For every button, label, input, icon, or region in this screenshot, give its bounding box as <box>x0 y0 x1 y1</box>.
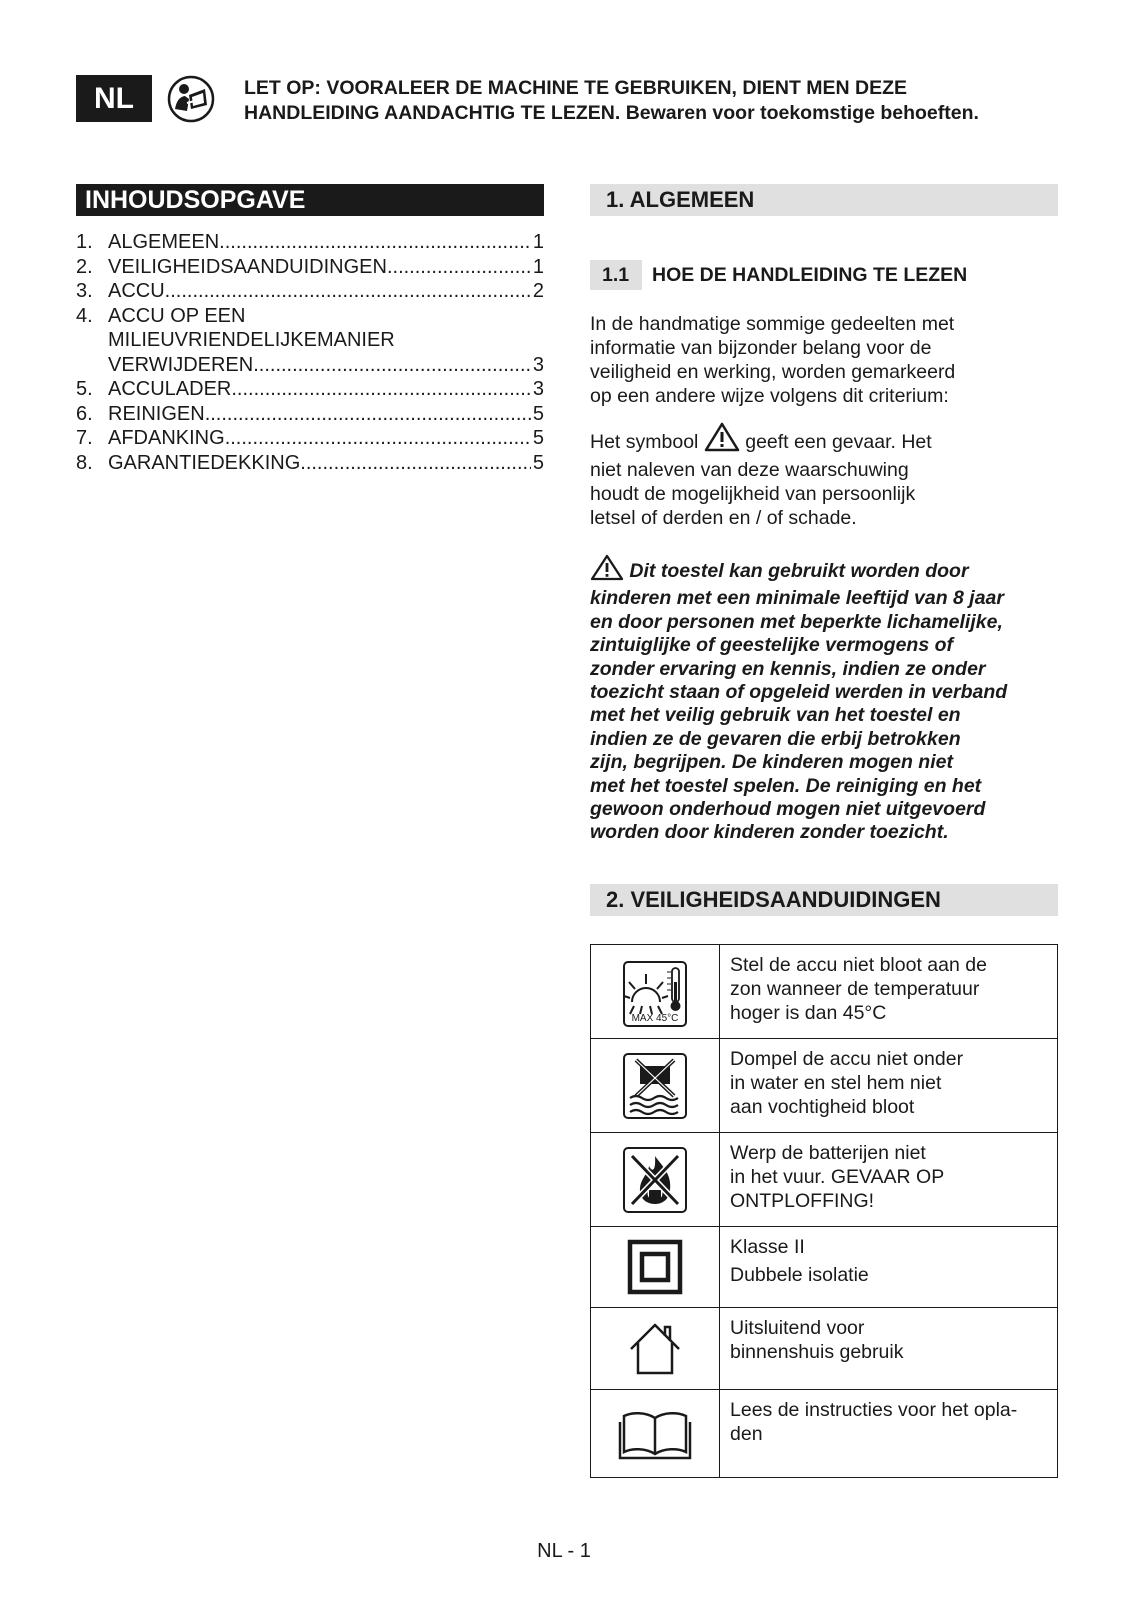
icon-cell <box>591 1390 720 1478</box>
text-line: In de handmatige sommige gedeelten met <box>590 313 955 335</box>
text-line: en door personen met beperkte lichamelijke, <box>590 610 1003 633</box>
toc-item-number: 3. <box>76 280 93 302</box>
table-row <box>591 1308 1058 1390</box>
section-2-heading: 2. VEILIGHEIDSAANDUIDINGEN <box>590 884 1058 916</box>
page-number: NL - 1 <box>537 1540 591 1562</box>
toc-leader <box>231 377 531 402</box>
toc-item-page: 1 <box>532 255 544 278</box>
toc-list <box>76 230 544 475</box>
header-line-2b: Bewaren voor toekomstige behoeften. <box>625 102 979 124</box>
toc-item-label: VEILIGHEIDSAANDUIDINGEN <box>108 255 387 278</box>
toc-item-page: 5 <box>532 427 544 449</box>
text-line: Lees de instructies voor het opla- <box>730 1399 1018 1421</box>
subsection-1-1-heading <box>590 260 967 290</box>
section-1-heading: 1. ALGEMEEN <box>590 184 1058 216</box>
text-line: Stel de accu niet bloot aan de <box>730 954 987 976</box>
icon-caption: MAX 45°C <box>631 1012 679 1024</box>
text-line: Werp de batterijen niet <box>730 1142 926 1164</box>
icon-cell <box>591 1039 720 1133</box>
no-water-icon <box>591 1052 719 1120</box>
toc-item[interactable] <box>76 377 544 402</box>
table-row <box>591 1227 1058 1308</box>
toc-item-label-cont: MILIEUVRIENDELIJKEMANIER <box>108 329 395 351</box>
toc-item-label: GARANTIEDEKKING <box>108 451 301 474</box>
toc-leader <box>205 402 531 427</box>
text-line: Uitsluitend voor <box>730 1317 865 1339</box>
text-line: Klasse II <box>730 1236 805 1258</box>
header-line-1: LET OP: VOORALEER DE MACHINE TE GEBRUIKEN, DIENT MEN DEZE <box>244 77 908 99</box>
toc-item[interactable] <box>76 230 544 255</box>
toc-item-label: REINIGEN <box>108 402 205 425</box>
text-line: in water en stel hem niet <box>730 1072 942 1094</box>
toc-item-label: AFDANKING <box>108 427 225 449</box>
text-line: ONTPLOFFING! <box>730 1190 875 1212</box>
table-row <box>591 1133 1058 1227</box>
toc-item[interactable] <box>76 402 544 427</box>
text-line: veiligheid en werking, worden gemarkeerd <box>590 361 956 383</box>
toc-item-number: 1. <box>76 231 93 253</box>
text-cell <box>720 1308 1058 1390</box>
subsection-number: 1.1 <box>590 260 642 290</box>
toc-item[interactable] <box>76 279 544 304</box>
text-line: letsel of derden en / of schade. <box>590 507 857 529</box>
text-line: Dubbele isolatie <box>730 1264 869 1286</box>
toc-item-label: ALGEMEEN <box>108 231 220 253</box>
text-line: zintuiglijke of geestelijke vermogens of <box>590 634 954 657</box>
icon-cell <box>591 1308 720 1390</box>
toc-item-label: ACCU <box>108 280 165 302</box>
text-line: worden door kinderen zonder toezicht. <box>590 821 949 844</box>
toc-item-label: ACCU OP EEN <box>108 304 246 327</box>
text-line: informatie van bijzonder belang voor de <box>590 337 932 359</box>
toc-item[interactable] <box>76 451 544 476</box>
text-line: den <box>730 1423 763 1445</box>
text-cell <box>720 1227 1058 1308</box>
toc-item[interactable] <box>76 304 544 378</box>
text-line: binnenshuis gebruik <box>730 1341 904 1363</box>
toc-item-number: 7. <box>76 427 93 449</box>
intro-paragraph <box>590 312 1058 408</box>
header-notice <box>244 76 1074 126</box>
text-cell <box>720 945 1058 1039</box>
house-icon <box>591 1321 719 1377</box>
text-segment: Het symbool <box>590 431 699 453</box>
toc-title: INHOUDSOPGAVE <box>76 184 544 216</box>
book-icon <box>591 1408 719 1460</box>
text-line: zonder ervaring en kennis, indien ze onder <box>590 657 986 680</box>
toc-item-page: 5 <box>532 451 544 474</box>
toc-leader <box>219 230 531 255</box>
toc-item-number: 2. <box>76 255 93 278</box>
text-line: kinderen met een minimale leeftijd van 8 jaar <box>590 587 1004 610</box>
toc-item-page: 3 <box>532 353 544 376</box>
text-line: hoger is dan 45°C <box>730 1002 887 1024</box>
toc-item-page: 3 <box>532 378 544 400</box>
text-segment: geeft een gevaar. Het <box>745 431 932 453</box>
toc-item-page: 5 <box>532 402 544 425</box>
symbol-paragraph <box>590 422 1058 530</box>
toc-item-number: 8. <box>76 451 93 474</box>
icon-cell <box>591 945 720 1039</box>
toc-item-page: 1 <box>532 231 544 253</box>
toc-item[interactable] <box>76 255 544 280</box>
text-line: niet naleven van deze waarschuwing <box>590 459 909 481</box>
icon-cell <box>591 1133 720 1227</box>
header-line-2a: HANDLEIDING AANDACHTIG TE LEZEN. <box>244 102 621 124</box>
warning-triangle-icon <box>590 554 624 587</box>
text-line: in het vuur. GEVAAR OP <box>730 1166 945 1188</box>
text-cell <box>720 1039 1058 1133</box>
read-manual-icon <box>167 75 215 123</box>
class-ii-icon <box>591 1239 719 1295</box>
toc-item[interactable] <box>76 426 544 451</box>
toc-item-number: 4. <box>76 304 93 327</box>
toc-leader <box>253 353 531 378</box>
toc-item-number: 5. <box>76 378 93 400</box>
toc-leader <box>225 426 531 451</box>
toc-item-label-cont: VERWIJDEREN <box>108 353 254 376</box>
text-line: met het toestel spelen. De reiniging en het <box>590 774 982 797</box>
text-line: houdt de mogelijkheid van persoonlijk <box>590 483 916 505</box>
text-line: toezicht staan of opgeleid werden in verband <box>590 681 1008 704</box>
text-segment: Dit toestel kan gebruikt worden door <box>629 560 969 582</box>
warning-triangle-icon <box>704 422 740 458</box>
table-row <box>591 945 1058 1039</box>
table-row <box>591 1039 1058 1133</box>
text-cell <box>720 1390 1058 1478</box>
no-fire-icon <box>591 1146 719 1214</box>
toc-item-page: 2 <box>532 280 544 302</box>
toc-item-label: ACCULADER <box>108 378 232 400</box>
toc-leader <box>387 255 531 280</box>
warning-paragraph <box>590 554 1060 845</box>
safety-symbols-table <box>590 944 1058 1478</box>
text-line: zon wanneer de temperatuur <box>730 978 980 1000</box>
icon-cell <box>591 1227 720 1308</box>
language-badge: NL <box>76 75 152 122</box>
text-line: zijn, begrijpen. De kinderen mogen niet <box>590 751 953 774</box>
toc-item-number: 6. <box>76 402 93 425</box>
text-line: gewoon onderhoud mogen niet uitgevoerd <box>590 798 986 821</box>
text-line: Dompel de accu niet onder <box>730 1048 964 1070</box>
subsection-title: HOE DE HANDLEIDING TE LEZEN <box>652 263 968 286</box>
table-row <box>591 1390 1058 1478</box>
text-line: op een andere wijze volgens dit criterium: <box>590 385 949 407</box>
text-line: indien ze de gevaren die erbij betrokken <box>590 727 961 750</box>
toc-leader <box>165 279 531 304</box>
text-cell <box>720 1133 1058 1227</box>
text-line: met het veilig gebruik van het toestel en <box>590 704 961 727</box>
toc-leader <box>300 451 531 476</box>
text-line: aan vochtigheid bloot <box>730 1096 915 1118</box>
